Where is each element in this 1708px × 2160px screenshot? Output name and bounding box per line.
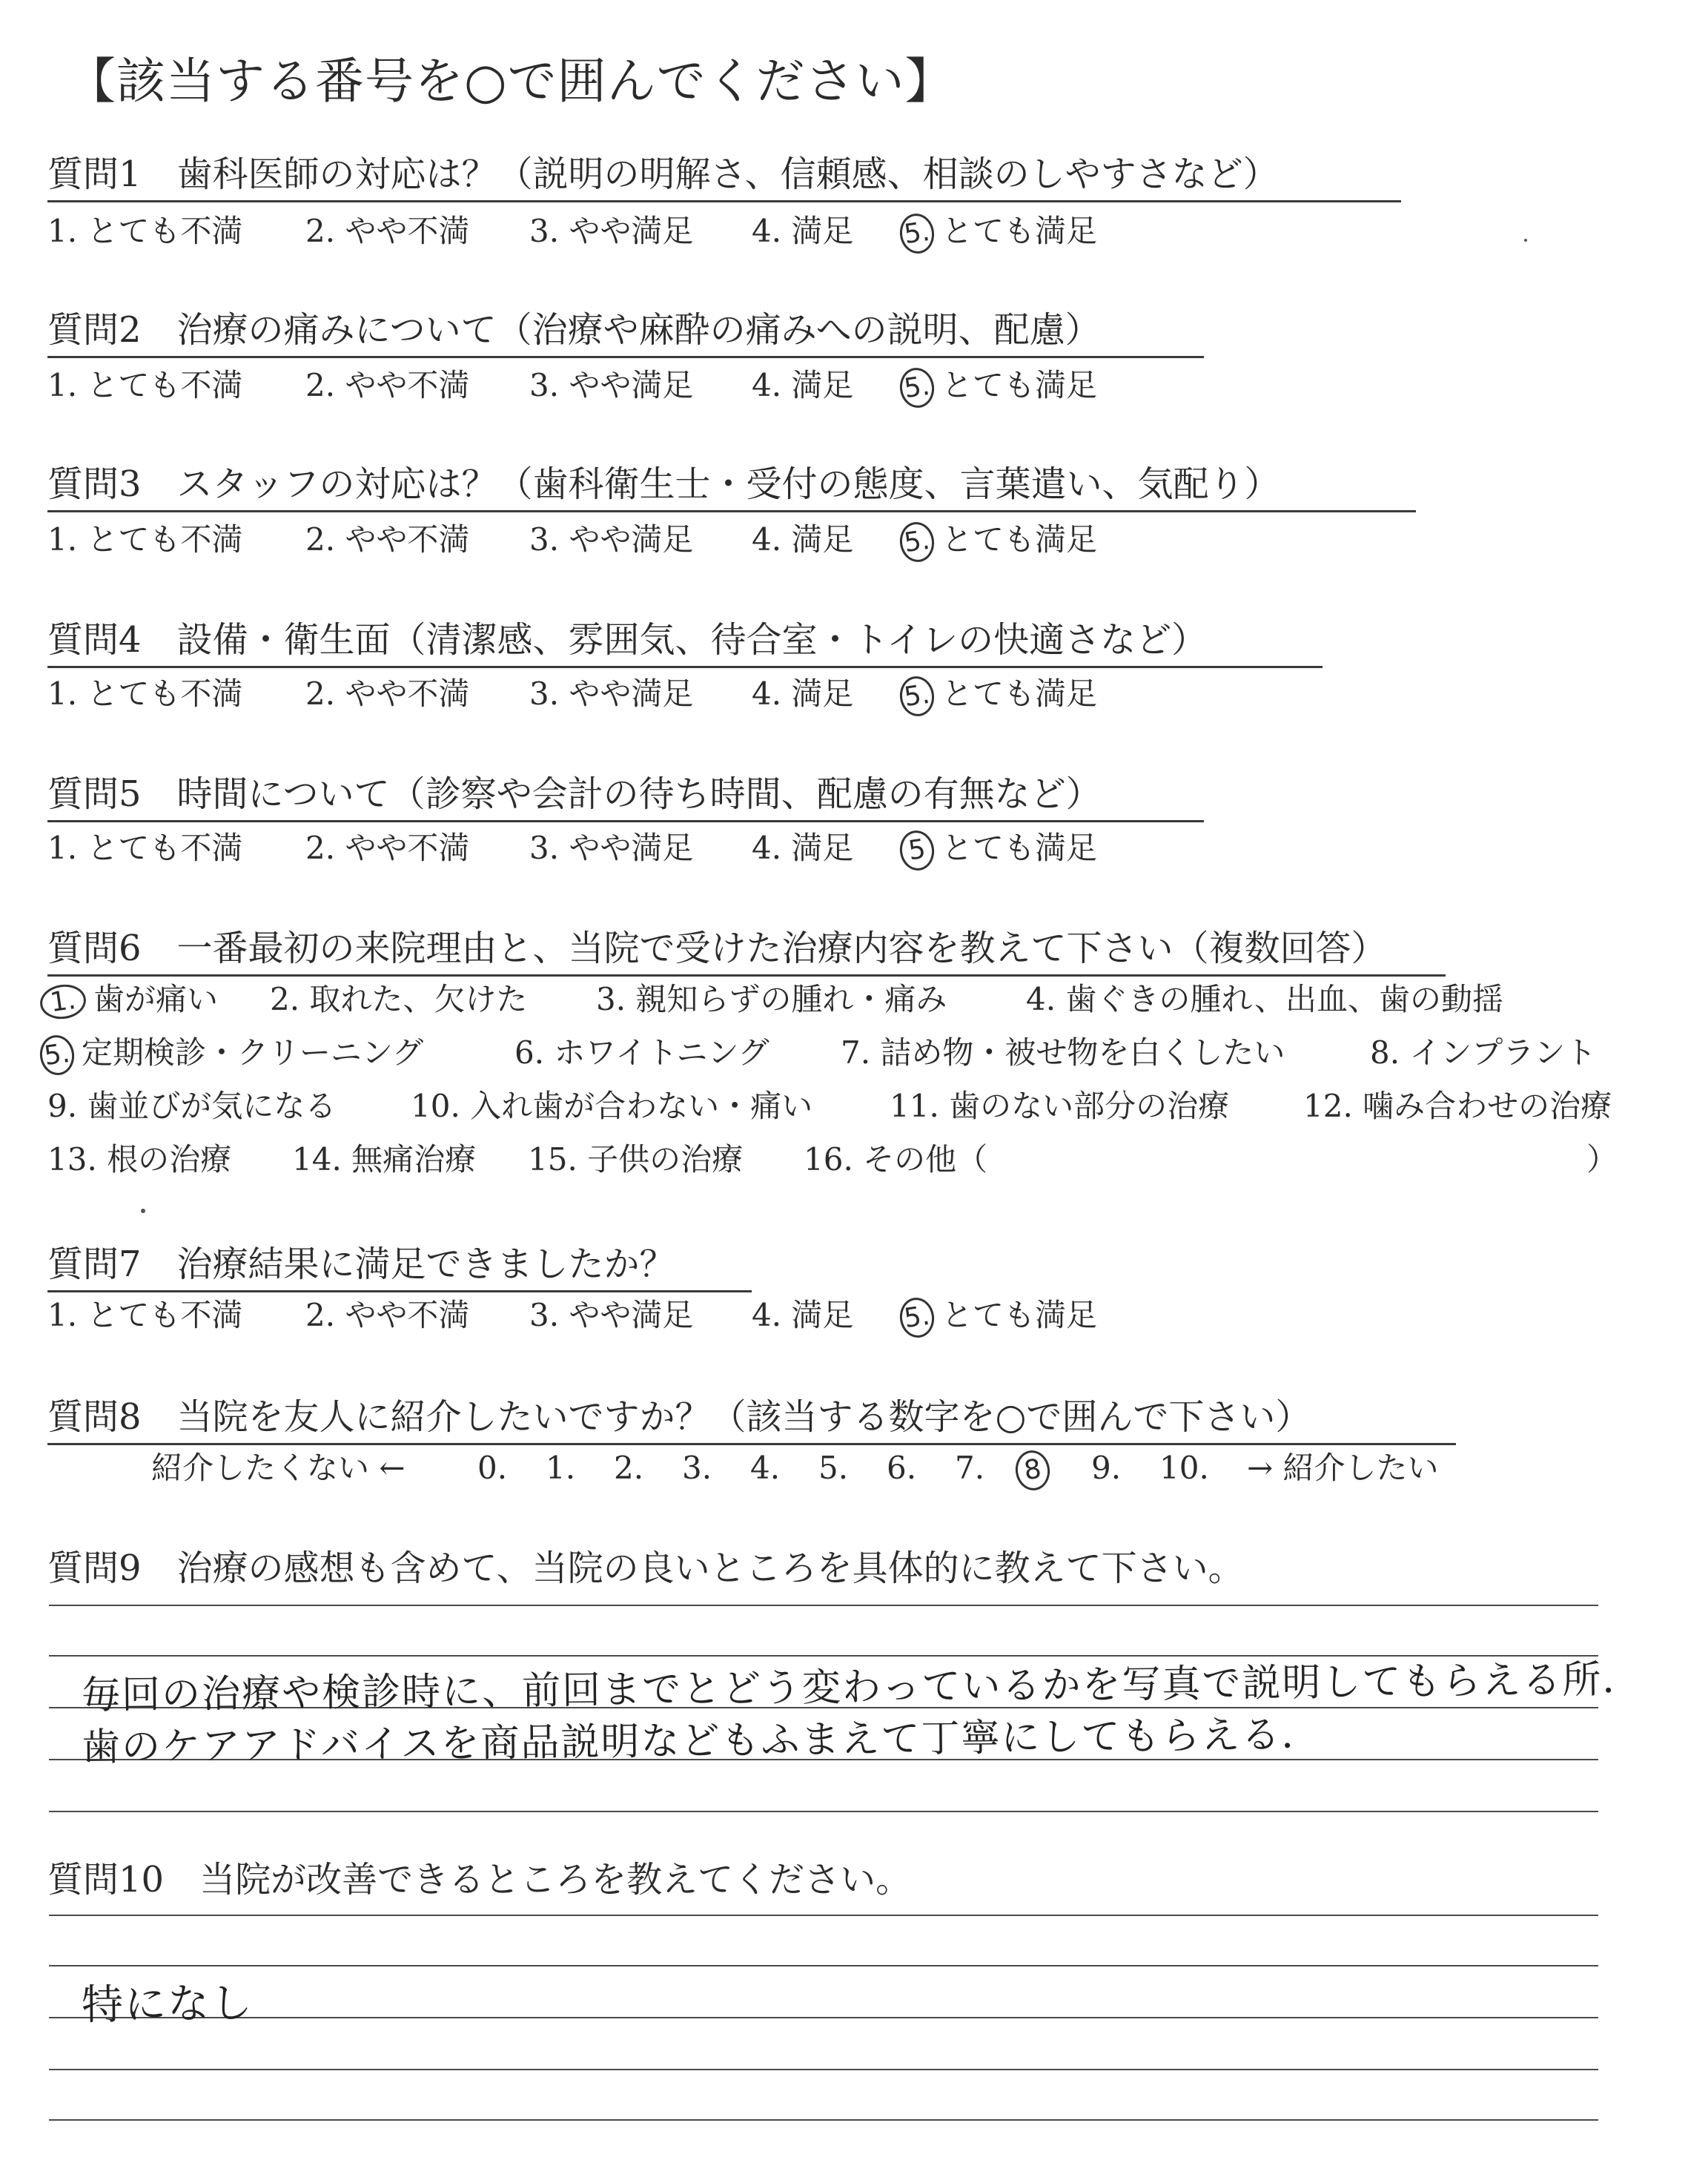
option-5-selected[interactable]: 5. とても満足 [907,363,1097,408]
question-10-title: 質問10 当院が改善できるところを教えてください。 [47,1859,912,1900]
reason-3[interactable]: 3. 親知らずの腫れ・痛み [596,981,947,1017]
question-6-row-2 [42,1031,1634,1075]
answer-rule [49,1965,1598,1966]
scale-left-label: 紹介したくない ← [151,1450,406,1486]
option-1[interactable]: 1. とても不満 [47,521,243,558]
question-8-scale [151,1446,1486,1490]
selection-circle: 5. [897,1295,936,1340]
reason-5-selected[interactable]: 5. 定期検診・クリーニング [47,1031,423,1075]
option-1[interactable]: 1. とても不満 [47,1297,243,1333]
question-8-title: 質問8 当院を友人に紹介したいですか？（該当する数字を○で囲んで下さい） [47,1396,1311,1438]
option-2[interactable]: 2. やや不満 [305,676,470,712]
handwritten-answer-line-1: 毎回の治療や検診時に、前回までとどう変わっているかを写真で説明してもらえる所． [81,1657,1643,1718]
scale-3[interactable]: 3. [682,1450,712,1486]
option-4[interactable]: 4. 満足 [752,676,854,712]
question-9-title: 質問9 治療の感想も含めて、当院の良いところを具体的に教えて下さい。 [47,1548,1244,1589]
answer-rule [49,2069,1598,2070]
option-4[interactable]: 4. 満足 [752,1297,854,1333]
option-4[interactable]: 4. 満足 [752,367,854,403]
scale-right-label: → 紹介したい [1247,1450,1439,1486]
scale-10[interactable]: 10. [1159,1450,1209,1486]
answer-rule [49,1915,1598,1916]
option-2[interactable]: 2. やや不満 [305,1297,470,1333]
scale-5[interactable]: 5. [818,1450,849,1486]
option-5-selected[interactable]: 5. とても満足 [907,1293,1097,1338]
question-6-row-4 [47,1137,1634,1182]
question-4-title: 質問4 設備・衛生面（清潔感、雰囲気、待合室・トイレの快適さなど） [47,619,1208,661]
question-8-underline [47,1443,1456,1445]
scale-1[interactable]: 1. [546,1450,576,1486]
scale-0[interactable]: 0. [477,1450,508,1486]
question-6-underline [47,974,1446,977]
scale-9[interactable]: 9. [1091,1450,1122,1486]
selection-circle: 5. [897,211,936,256]
selection-circle: 5. [897,520,936,564]
reason-12[interactable]: 12. 噛み合わせの治療 [1303,1088,1612,1124]
question-2-underline [47,356,1204,358]
option-2[interactable]: 2. やや不満 [305,830,470,866]
option-3[interactable]: 3. やや満足 [529,676,694,712]
question-1-underline [47,200,1401,202]
handwritten-answer-line-1: 特になし [81,1979,254,2029]
option-2[interactable]: 2. やや不満 [305,521,470,558]
form-header: 【該当する番号を○で囲んでください】 [67,53,955,110]
question-3-options [47,518,1234,562]
selection-circle: 1. [38,982,88,1022]
question-7-options [47,1293,1234,1338]
option-4[interactable]: 4. 満足 [752,213,854,249]
scale-8-selected[interactable] [1023,1446,1057,1490]
reason-9[interactable]: 9. 歯並びが気になる [47,1088,337,1124]
scale-6[interactable]: 6. [887,1450,917,1486]
option-3[interactable]: 3. やや満足 [529,521,694,558]
option-1[interactable]: 1. とても不満 [47,213,243,249]
answer-rule [49,1605,1598,1606]
question-5-title: 質問5 時間について（診察や会計の待ち時間、配慮の有無など） [47,773,1102,815]
reason-6[interactable]: 6. ホワイトニング [514,1034,769,1071]
option-5-selected[interactable]: 5 とても満足 [907,826,1097,871]
question-1-title: 質問1 歯科医師の対応は？（説明の明解さ、信頼感、相談のしやすさなど） [47,153,1279,195]
question-3-underline [47,510,1416,512]
question-6-title: 質問6 一番最初の来院理由と、当院で受けた治療内容を教えて下さい（複数回答） [47,928,1387,969]
selection-circle: 5. [897,674,936,719]
answer-rule [49,1811,1598,1812]
scale-4[interactable]: 4. [750,1450,781,1486]
answer-rule [49,2017,1598,2018]
question-2-options [47,363,1234,408]
question-6-row-3 [47,1084,1664,1129]
reason-4[interactable]: 4. 歯ぐきの腫れ、出血、歯の動揺 [1026,981,1503,1017]
reason-15[interactable]: 15. 子供の治療 [528,1141,744,1178]
question-5-underline [47,820,1204,822]
reason-1-selected[interactable]: 1. 歯が痛い [47,977,218,1022]
handwritten-answer-line-2: 歯のケアアドバイスを商品説明などもふまえて丁寧にしてもらえる． [81,1712,1322,1770]
question-7-title: 質問7 治療結果に満足できましたか？ [47,1244,675,1285]
selection-circle: 8 [1013,1448,1052,1493]
reason-16-other[interactable]: 16. その他（ [804,1141,988,1178]
option-5-selected[interactable]: 5. とても満足 [907,209,1097,254]
option-3[interactable]: 3. やや満足 [529,830,694,866]
reason-11[interactable]: 11. 歯のない部分の治療 [890,1088,1230,1124]
option-3[interactable]: 3. やや満足 [529,213,694,249]
selection-circle: 5 [897,828,936,873]
other-close-paren: ） [1586,1141,1618,1178]
option-5-selected[interactable]: 5. とても満足 [907,672,1097,716]
reason-2[interactable]: 2. 取れた、欠けた [270,981,528,1017]
option-3[interactable]: 3. やや満足 [529,367,694,403]
question-4-options [47,672,1234,716]
scale-2[interactable]: 2. [614,1450,644,1486]
question-6-row-1 [47,977,1634,1022]
option-3[interactable]: 3. やや満足 [529,1297,694,1333]
selection-circle: 5. [897,366,936,410]
option-1[interactable]: 1. とても不満 [47,367,243,403]
reason-8[interactable]: 8. インプラント [1370,1034,1597,1071]
question-7-underline [47,1290,752,1292]
question-3-title: 質問3 スタッフの対応は？（歯科衛生士・受付の態度、言葉遣い、気配り） [47,463,1280,505]
question-4-underline [47,666,1323,668]
question-2-title: 質問2 治療の痛みについて（治療や麻酔の痛みへの説明、配慮） [47,309,1101,351]
stray-mark [141,1209,145,1213]
stray-mark [1524,239,1527,242]
scale-7[interactable]: 7. [955,1450,985,1486]
option-2[interactable]: 2. やや不満 [305,367,470,403]
answer-rule [49,2119,1598,2121]
question-1-options [47,209,1234,254]
reason-7[interactable]: 7. 詰め物・被せ物を白くしたい [841,1034,1285,1071]
option-2[interactable]: 2. やや不満 [305,213,470,249]
option-1[interactable]: 1. とても不満 [47,830,243,866]
question-5-options [47,826,1234,871]
reason-13[interactable]: 13. 根の治療 [47,1141,232,1178]
reason-14[interactable]: 14. 無痛治療 [292,1141,477,1178]
option-4[interactable]: 4. 満足 [752,521,854,558]
option-4[interactable]: 4. 満足 [752,830,854,866]
option-5-selected[interactable]: 5. とても満足 [907,518,1097,562]
option-1[interactable]: 1. とても不満 [47,676,243,712]
selection-circle: 5. [37,1033,76,1077]
reason-10[interactable]: 10. 入れ歯が合わない・痛い [411,1088,813,1124]
